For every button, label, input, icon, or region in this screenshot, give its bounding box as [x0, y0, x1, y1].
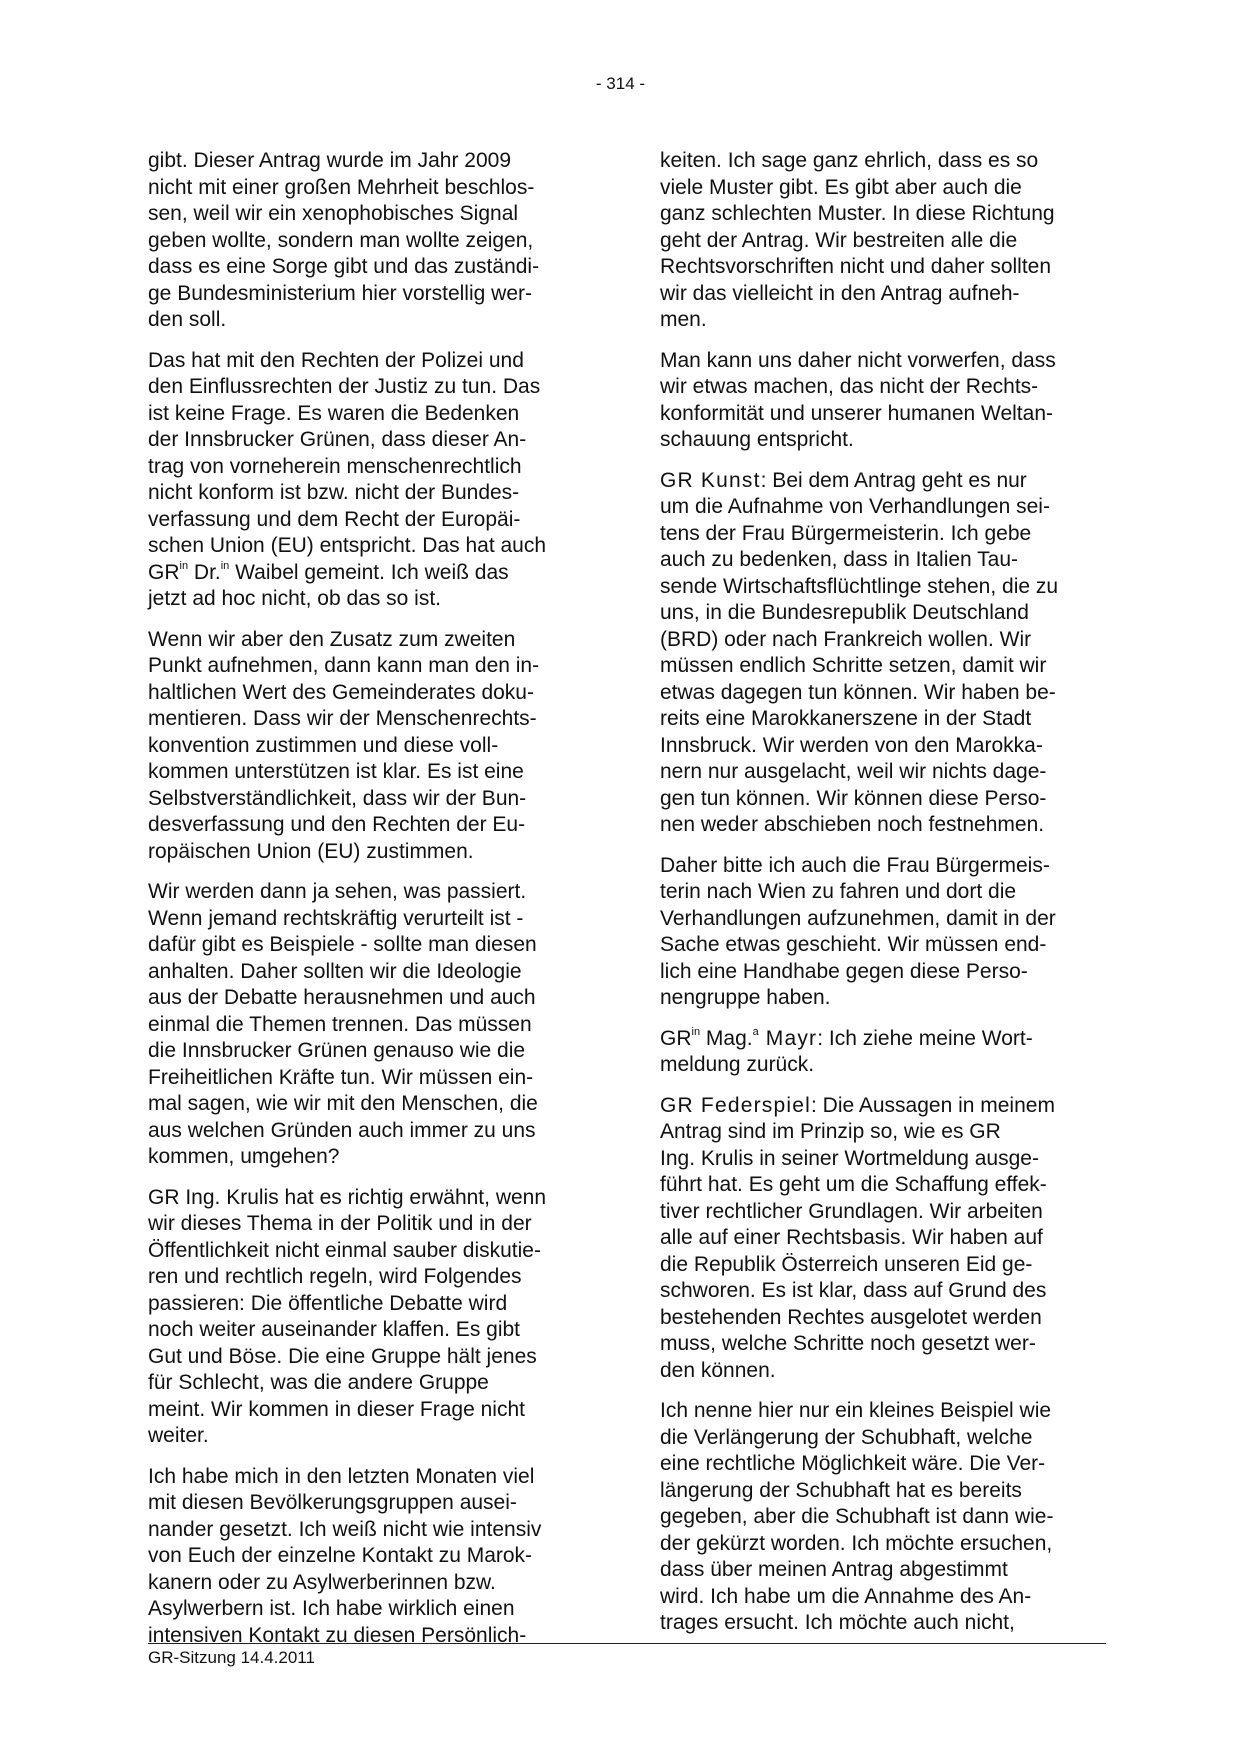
line: nern nur ausgelacht, weil wir nichts dage- [660, 760, 1047, 783]
line: terin nach Wien zu fahren und dort die [660, 880, 1017, 903]
line: dass es eine Sorge gibt und das zuständi- [148, 255, 540, 278]
line: mentieren. Dass wir der Menschenrechts- [148, 707, 537, 730]
line: konformität und unserer humanen Weltan- [660, 401, 1053, 425]
line-text: : Die Aussagen in meinem [810, 1093, 1055, 1117]
paragraph [660, 1398, 1102, 1637]
line: Ich habe mich in den letzten Monaten viel [148, 1464, 535, 1488]
line: ren und rechtlich regeln, wird Folgendes [148, 1265, 522, 1288]
line: schen Union (EU) entspricht. Das hat auch [148, 534, 547, 557]
line: der Innsbrucker Grünen, dass dieser An- [148, 428, 527, 451]
paragraph [148, 1464, 588, 1650]
line: den soll. [148, 308, 227, 331]
footer-divider [148, 1643, 1106, 1644]
line: die Innsbrucker Grünen genauso wie die [148, 1039, 526, 1062]
line: aus der Debatte herausnehmen und auch [148, 986, 536, 1009]
line: Öffentlichkeit nicht einmal sauber diskutie- [148, 1238, 541, 1262]
line: ge Bundesministerium hier vorstellig wer- [148, 281, 532, 305]
line: Antrag sind im Prinzip so, wie es GR [660, 1120, 1001, 1143]
title-text: Dr. [188, 560, 221, 584]
line: Verhandlungen aufzunehmen, damit in der [660, 906, 1056, 930]
line: Punkt aufnehmen, dann kann man den in- [148, 654, 540, 677]
line: müssen endlich Schritte setzen, damit wir [660, 654, 1047, 677]
line: (BRD) oder nach Frankreich wollen. Wir [660, 627, 1032, 651]
footer-session-label: GR-Sitzung 14.4.2011 [148, 1648, 315, 1667]
line: mit diesen Bevölkerungsgruppen ausei- [148, 1491, 517, 1514]
superscript: a [752, 1025, 759, 1038]
title-text: Mag. [700, 1026, 753, 1050]
line: die Republik Österreich unseren Eid ge- [660, 1252, 1033, 1276]
line: wird. Ich habe um die Annahme des An- [660, 1584, 1032, 1608]
line: führt hat. Es geht um die Schaffung effek- [660, 1173, 1047, 1196]
paragraph [660, 1093, 1102, 1385]
page-number: - 314 - [595, 74, 646, 93]
line: keiten. Ich sage ganz ehrlich, dass es so [660, 149, 1039, 172]
line: gibt. Dieser Antrag wurde im Jahr 2009 [148, 149, 512, 172]
line: dass über meinen Antrag abgestimmt [660, 1558, 1008, 1581]
line: weiter. [148, 1424, 209, 1447]
line: konvention zustimmen und diese voll- [148, 733, 499, 757]
superscript: in [179, 559, 189, 572]
line: viele Muster gibt. Es gibt aber auch die [660, 175, 1022, 199]
line: lich eine Handhabe gegen diese Perso- [660, 959, 1028, 983]
line-text: : Ich ziehe meine Wort- [817, 1026, 1033, 1050]
paragraph [660, 853, 1102, 1012]
line: Daher bitte ich auch die Frau Bürgermeis- [660, 853, 1050, 877]
superscript: in [691, 1025, 701, 1038]
right-column [660, 148, 1102, 1651]
line: anhalten. Daher sollten wir die Ideologie [148, 959, 522, 983]
line: Gut und Böse. Die eine Gruppe hält jenes [148, 1344, 537, 1368]
line: nicht mit einer großen Mehrheit beschlos- [148, 175, 535, 199]
paragraph-lines [660, 494, 1102, 839]
line: dafür gibt es Beispiele - sollte man diesen [148, 933, 537, 956]
paragraph [148, 148, 588, 334]
line: etwas dagegen tun können. Wir haben be- [660, 680, 1056, 704]
line: Sache etwas geschieht. Wir müssen end- [660, 933, 1047, 956]
line: uns, in die Bundesrepublik Deutschland [660, 601, 1029, 624]
line: schauung entspricht. [660, 428, 854, 451]
paragraph [148, 879, 588, 1171]
line-text: Waibel gemeint. Ich weiß das [229, 560, 509, 584]
line: für Schlecht, was die andere Gruppe [148, 1371, 489, 1394]
line: jetzt ad hoc nicht, ob das so ist. [148, 587, 441, 610]
line: nicht konform ist bzw. nicht der Bundes- [148, 481, 520, 504]
line: tiver rechtlicher Grundlagen. Wir arbeiten [660, 1199, 1043, 1223]
title-text: GR [148, 560, 180, 584]
line [148, 560, 588, 587]
line: der gekürzt worden. Ich möchte ersuchen, [660, 1531, 1053, 1555]
line: sende Wirtschaftsflüchtlinge stehen, die zu [660, 574, 1059, 598]
line: die Verlängerung der Schubhaft, welche [660, 1425, 1033, 1449]
line: reits eine Marokkanerszene in der Stadt [660, 707, 1032, 730]
line: Wenn jemand rechtskräftig verurteilt ist - [148, 906, 524, 930]
line: von Euch der einzelne Kontakt zu Marok- [148, 1544, 533, 1567]
line: gen tun können. Wir können diese Perso- [660, 786, 1047, 810]
line: nengruppe haben. [660, 986, 831, 1009]
line: verfassung und dem Recht der Europäi- [148, 507, 521, 531]
paragraph [660, 468, 1102, 839]
line: men. [660, 308, 707, 331]
paragraph [660, 348, 1102, 454]
line: geben wollte, sondern man wollte zeigen, [148, 228, 534, 252]
line: aus welchen Gründen auch immer zu uns [148, 1118, 536, 1142]
line: den Einflussrechten der Justiz zu tun. Das [148, 375, 541, 398]
line: um die Aufnahme von Verhandlungen sei- [660, 495, 1050, 518]
line: Wir werden dann ja sehen, was passiert. [148, 880, 527, 903]
line: Freiheitlichen Kräfte tun. Wir müssen ein- [148, 1065, 534, 1089]
paragraph [148, 627, 588, 866]
speaker-name: GR Kunst [660, 468, 761, 492]
line: längerung der Schubhaft hat es bereits [660, 1478, 1022, 1502]
line: gegeben, aber die Schubhaft ist dann wie- [660, 1505, 1054, 1528]
line: nen weder abschieben noch festnehmen. [660, 813, 1045, 836]
line: ganz schlechten Muster. In diese Richtung [660, 202, 1055, 225]
line: schworen. Es ist klar, dass auf Grund des [660, 1279, 1047, 1302]
line: den können. [660, 1358, 776, 1382]
line: nander gesetzt. Ich weiß nicht wie intensiv [148, 1517, 542, 1541]
left-column [148, 148, 588, 1663]
line: auch zu bedenken, dass in Italien Tau- [660, 548, 1019, 571]
line: Rechtsvorschriften nicht und daher sollten [660, 255, 1052, 278]
speaker-name: Mayr [758, 1026, 818, 1050]
line: einmal die Themen trennen. Das müssen [148, 1012, 532, 1036]
line: Wenn wir aber den Zusatz zum zweiten [148, 627, 516, 651]
line: Asylwerbern ist. Ich habe wirklich einen [148, 1597, 515, 1620]
line: passieren: Die öffentliche Debatte wird [148, 1291, 508, 1315]
line [660, 468, 1102, 495]
superscript: in [220, 559, 230, 572]
line: desverfassung und den Rechten der Eu- [148, 813, 526, 836]
line: ist keine Frage. Es waren die Bedenken [148, 401, 520, 425]
paragraph [148, 1185, 588, 1450]
paragraph-lines [148, 348, 588, 560]
line: GR Ing. Krulis hat es richtig erwähnt, wenn [148, 1185, 547, 1209]
line: Innsbruck. Wir werden von den Marokka- [660, 733, 1043, 757]
speaker-name: GR Federspiel [660, 1093, 811, 1117]
line: Selbstverständlichkeit, dass wir der Bun- [148, 786, 527, 810]
line: muss, welche Schritte noch gesetzt wer- [660, 1332, 1036, 1355]
line: wir dieses Thema in der Politik und in der [148, 1212, 532, 1235]
line: ropäischen Union (EU) zustimmen. [148, 839, 474, 863]
line: Ich nenne hier nur ein kleines Beispiel wie [660, 1399, 1052, 1422]
line [660, 1093, 1102, 1120]
line: sen, weil wir ein xenophobisches Signal [148, 202, 519, 225]
line: kanern oder zu Asylwerberinnen bzw. [148, 1570, 496, 1594]
line: intensiven Kontakt zu diesen Persönlich- [148, 1623, 527, 1647]
line: eine rechtliche Möglichkeit wäre. Die Ver- [660, 1452, 1046, 1475]
line-text: : Bei dem Antrag geht es nur [760, 468, 1027, 492]
paragraph-lines [660, 1119, 1102, 1384]
line: Man kann uns daher nicht vorwerfen, dass [660, 348, 1056, 372]
line: noch weiter auseinander klaffen. Es gibt [148, 1318, 521, 1341]
line: haltlichen Wert des Gemeinderates doku- [148, 680, 534, 704]
line: tens der Frau Bürgermeisterin. Ich gebe [660, 521, 1032, 545]
title-text: GR [660, 1026, 692, 1050]
line: trag von vorneherein menschenrechtlich [148, 454, 522, 478]
paragraph [148, 348, 588, 613]
line: geht der Antrag. Wir bestreiten alle die [660, 228, 1018, 252]
line: kommen unterstützen ist klar. Es ist eine [148, 760, 524, 783]
line: Das hat mit den Rechten der Polizei und [148, 348, 524, 372]
line: Ing. Krulis in seiner Wortmeldung ausge- [660, 1146, 1039, 1170]
line: meint. Wir kommen in dieser Frage nicht [148, 1397, 525, 1421]
line: alle auf einer Rechtsbasis. Wir haben auf [660, 1226, 1043, 1249]
line: wir etwas machen, das nicht der Rechts- [660, 375, 1039, 398]
paragraph [660, 148, 1102, 334]
line: meldung zurück. [660, 1053, 815, 1076]
line: mal sagen, wie wir mit den Menschen, die [148, 1092, 538, 1115]
line: kommen, umgehen? [148, 1145, 340, 1168]
line [660, 1026, 1102, 1053]
line: wir das vielleicht in den Antrag aufneh- [660, 281, 1020, 305]
line: trages ersucht. Ich möchte auch nicht, [660, 1611, 1015, 1634]
line: bestehenden Rechtes ausgelotet werden [660, 1305, 1042, 1329]
paragraph [660, 1026, 1102, 1079]
